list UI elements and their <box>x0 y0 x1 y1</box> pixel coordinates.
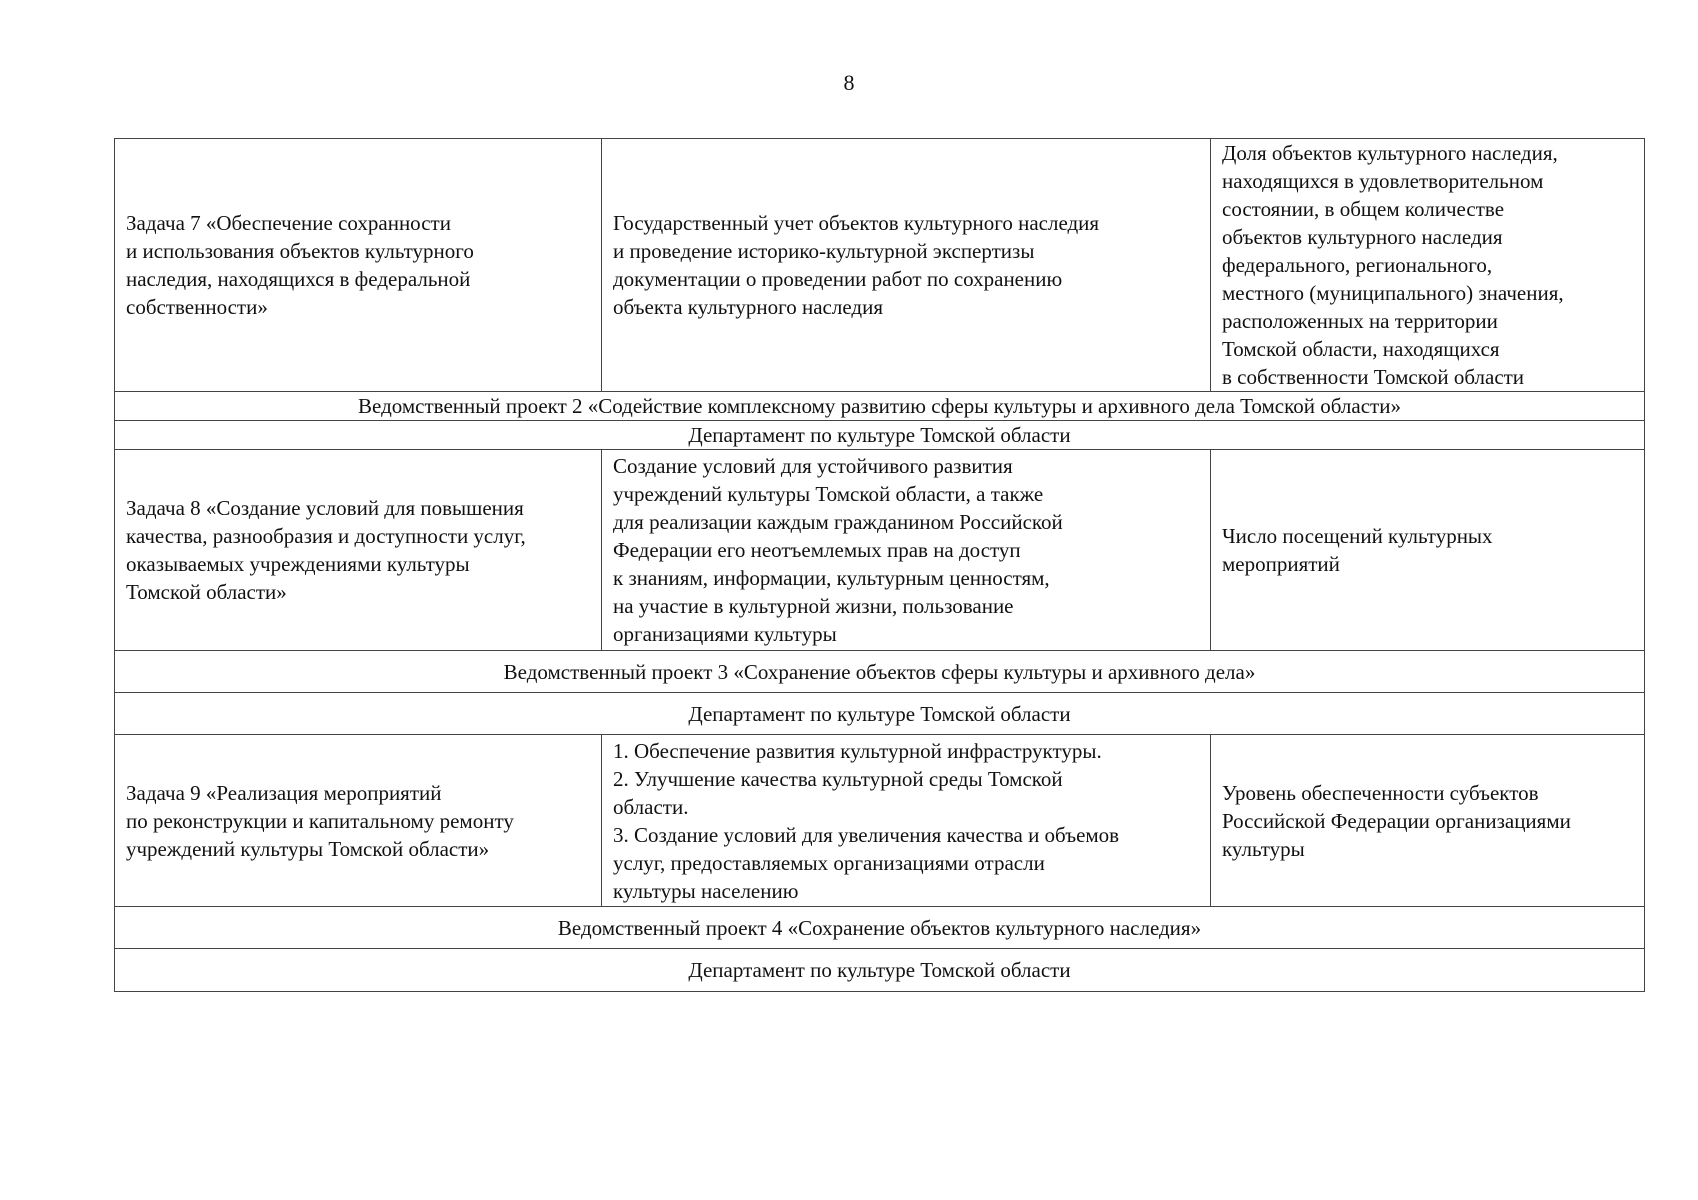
task-cell: Задача 8 «Создание условий для повышения качества, разнообразия и доступности услуг, оказываемых учреждениями культуры Томской области» <box>115 450 602 651</box>
table-row-task-7 <box>115 139 1645 392</box>
department-name: Департамент по культуре Томской области <box>115 421 1645 450</box>
department-name: Департамент по культуре Томской области <box>115 693 1645 735</box>
table-row-department <box>115 421 1645 450</box>
table-row-department <box>115 949 1645 992</box>
task-cell: Задача 7 «Обеспечение сохранности и использования объектов культурного наследия, находящихся в федеральной собственности» <box>115 139 602 392</box>
task-description-cell: Государственный учет объектов культурного наследия и проведение историко-культурной экспертизы документации о проведении работ по сохранению объекта культурного наследия <box>602 139 1211 392</box>
project-title: Ведомственный проект 3 «Сохранение объектов сферы культуры и архивного дела» <box>115 651 1645 693</box>
indicator-cell: Доля объектов культурного наследия, находящихся в удовлетворительном состоянии, в общем количестве объектов культурного наследия федерального, регионального, местного (муниципального) значения, расположенных на территории Томской области, находящихся в собственности Томской области <box>1211 139 1645 392</box>
indicator-cell: Число посещений культурных мероприятий <box>1211 450 1645 651</box>
table-row-department <box>115 693 1645 735</box>
table-row-project-3 <box>115 651 1645 693</box>
indicator-cell: Уровень обеспеченности субъектов Российской Федерации организациями культуры <box>1211 735 1645 907</box>
program-structure-table <box>114 138 1645 992</box>
project-title: Ведомственный проект 4 «Сохранение объектов культурного наследия» <box>115 907 1645 949</box>
table-row-project-4 <box>115 907 1645 949</box>
task-description-cell: 1. Обеспечение развития культурной инфраструктуры. 2. Улучшение качества культурной среды Томской области. 3. Создание условий для увеличения качества и объемов услуг, предоставляемых организациями отрасли культуры населению <box>602 735 1211 907</box>
table-row-task-8 <box>115 450 1645 651</box>
task-cell: Задача 9 «Реализация мероприятий по реконструкции и капитальному ремонту учреждений культуры Томской области» <box>115 735 602 907</box>
table-row-task-9 <box>115 735 1645 907</box>
table-row-project-2 <box>115 392 1645 421</box>
department-name: Департамент по культуре Томской области <box>115 949 1645 992</box>
task-description-cell: Создание условий для устойчивого развития учреждений культуры Томской области, а также для реализации каждым гражданином Российской Федерации его неотъемлемых прав на доступ к знаниям, информации, культурным ценностям, на участие в культурной жизни, пользование организациями культуры <box>602 450 1211 651</box>
project-title: Ведомственный проект 2 «Содействие комплексному развитию сферы культуры и архивного дела Томской области» <box>115 392 1645 421</box>
page-number: 8 <box>843 70 855 95</box>
